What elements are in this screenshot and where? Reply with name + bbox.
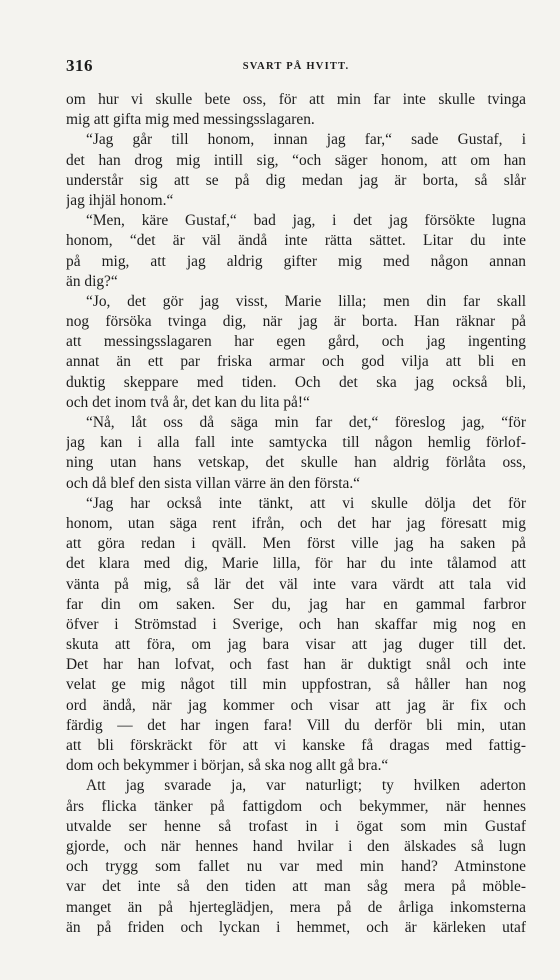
- text-line: vänta på mig, så lär det väl inte vara värdt att tala vid: [66, 575, 526, 593]
- text-line: att göra redan i qväll. Men först ville jag ha saken på: [66, 535, 526, 553]
- text-line: ning utan hans vetskap, det skulle han aldrig förlåta oss,: [66, 454, 526, 472]
- body-text: [66, 90, 526, 938]
- text-line: dom och bekymmer i början, så ska nog allt gå bra.“: [66, 757, 389, 775]
- running-title: SVART PÅ HVITT.: [242, 61, 350, 72]
- paragraph: [66, 776, 526, 938]
- text-line: att messingsslagaren har egen gård, och jag ingenting: [66, 333, 526, 351]
- text-line: var det inte så den tiden att man såg mera på möble-: [66, 878, 526, 896]
- text-line: än dig?“: [66, 272, 118, 290]
- text-line: Det har han lofvat, och fast han är duktigt snål och inte: [66, 656, 526, 674]
- text-line: mig att gifta mig med messingsslagaren.: [66, 111, 315, 129]
- paragraph: [66, 130, 526, 211]
- text-line: “Jag går till honom, innan jag far,“ sade Gustaf, i: [86, 131, 526, 149]
- text-line: velat ge mig något till min uppfostran, så håller han nog: [66, 676, 526, 694]
- text-line: “Men, käre Gustaf,“ bad jag, i det jag försökte lugna: [86, 212, 526, 230]
- text-line: duktig skeppare med tiden. Och det ska jag också bli,: [66, 373, 526, 391]
- text-line: nog försöka tvinga dig, när jag är borta. Han räknar på: [66, 313, 526, 331]
- text-line: att bli förskräckt för att vi kanske få dragas med fattig-: [66, 737, 526, 754]
- text-line: det klara med dig, Marie lilla, för har du inte tålamod att: [66, 555, 526, 573]
- paragraph: [66, 292, 526, 413]
- text-line: Att jag svarade ja, var naturligt; ty hvilken aderton: [86, 777, 526, 795]
- text-line: och trygg som fallet nu var med min hand? Atminstone: [66, 858, 526, 876]
- text-line: ord ändå, när jag kommer och visar att jag är fix och: [66, 696, 526, 714]
- text-line: “Jag har också inte tänkt, att vi skulle dölja det för: [86, 494, 526, 512]
- text-line: understår sig att se på dig medan jag är borta, så slår: [66, 171, 526, 189]
- page-header: [66, 56, 526, 86]
- text-line: annat än ett par friska armar och god vilja att bli en: [66, 353, 526, 371]
- text-line: jag kan i alla fall inte samtycka till någon hemlig förlof-: [66, 434, 526, 452]
- page-number: 316: [66, 56, 93, 75]
- text-line: honom, “det är väl ändå inte rätta sättet. Litar du inte: [66, 232, 526, 250]
- text-line: “Nå, låt oss då säga min far det,“ föreslog jag, “för: [86, 414, 526, 431]
- text-line: far din om saken. Ser du, jag har en gammal farbror: [66, 595, 526, 613]
- text-line: det han drog mig intill sig, “och säger honom, att om han: [66, 151, 526, 169]
- text-line: skuta att föra, om jag bara visar att jag duger till det.: [66, 636, 526, 654]
- paragraph: [66, 413, 526, 494]
- text-line: och då blef den sista villan värre än den första.“: [66, 474, 361, 492]
- text-line: gjorde, och när hennes hand hvilar i den älskades så lugn: [66, 837, 526, 855]
- text-line: “Jo, det gör jag visst, Marie lilla; men din far skall: [86, 292, 526, 310]
- text-line: om hur vi skulle bete oss, för att min far inte skulle tvinga: [66, 91, 526, 108]
- text-line: jag ihjäl honom.“: [66, 191, 174, 209]
- paragraph: [66, 494, 526, 777]
- text-line: års flicka tänker på fattigdom och bekymmer, när hennes: [66, 797, 526, 815]
- text-line: på mig, att jag aldrig gifter mig med någon annan: [66, 252, 526, 270]
- text-line: öfver i Strömstad i Sverige, och han skaffar mig nog en: [66, 615, 526, 633]
- text-line: honom, utan säga rent ifrån, och det har jag föresatt mig: [66, 514, 526, 532]
- text-line: färdig — det har ingen fara! Vill du derför bli min, utan: [66, 716, 526, 734]
- paragraph: [66, 90, 526, 130]
- book-page: [66, 56, 526, 938]
- paragraph: [66, 211, 526, 292]
- text-line: utvalde ser henne så trofast in i ögat som min Gustaf: [66, 817, 526, 835]
- text-line: manget än på hjerteglädjen, mera på de årliga inkomsterna: [66, 898, 526, 916]
- text-line: och det inom två år, det kan du lita på!“: [66, 393, 310, 411]
- text-line: än på friden och lyckan i hemmet, och är kärleken utaf: [66, 918, 526, 936]
